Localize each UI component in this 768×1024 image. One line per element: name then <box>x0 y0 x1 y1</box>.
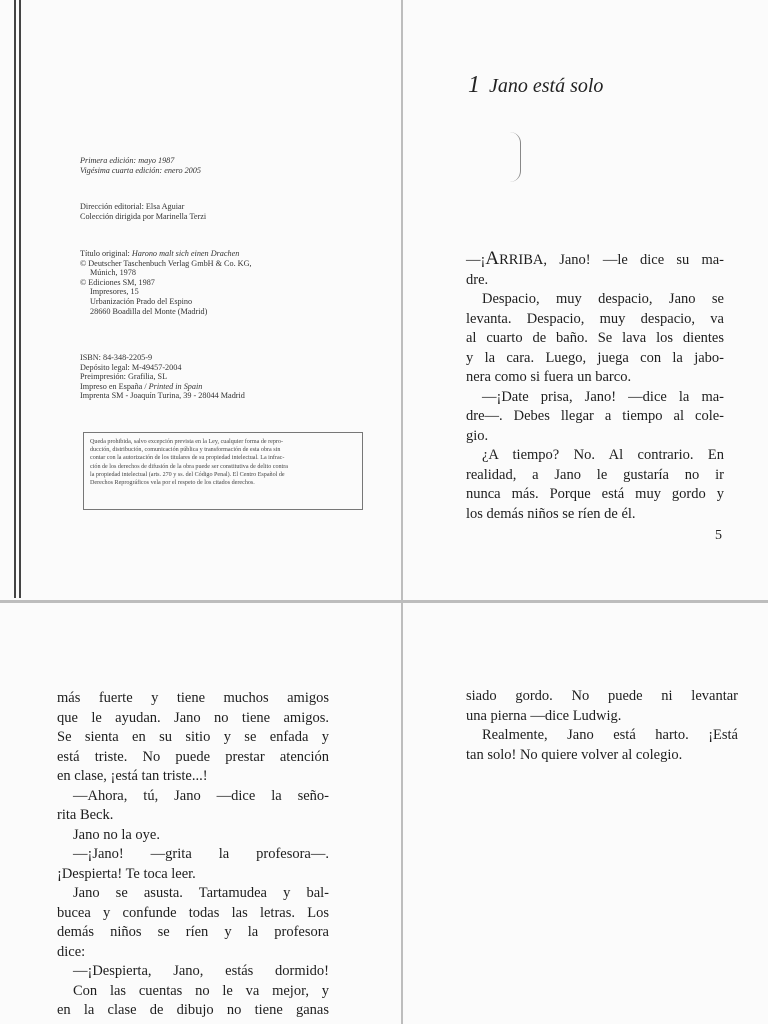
legal-notice-line: la propiedad intelectual (arts. 270 y ss. del Código Penal). El Centro Español de <box>90 471 285 478</box>
original-title-line <box>80 249 252 259</box>
text-line: demás niños se ríen y la profesora <box>57 924 329 940</box>
isbn: ISBN: 84-348-2205-9 <box>80 353 153 362</box>
text-page-right <box>403 603 768 1024</box>
chapter-heading <box>468 72 603 99</box>
pencil-mark <box>510 132 521 182</box>
opening-rest: RRIBA, Jano! —le dice su ma- <box>499 252 724 268</box>
text-line: ¡Despierta! Te toca leer. <box>57 865 196 882</box>
text-line: está triste. No puede prestar atención <box>57 748 329 765</box>
credit-line: Colección dirigida por Marinella Terzi <box>80 211 207 221</box>
text-line: en la clase de dibujo no tiene ganas <box>57 1002 329 1018</box>
book-edge-line <box>19 0 21 598</box>
text-line: —Ahora, tú, Jano —dice la seño- <box>73 787 329 804</box>
preimpresion: Preimpresión: Grafilia, SL <box>80 372 168 382</box>
text-line: dre—. Debes llegar a tiempo al cole- <box>466 408 724 424</box>
page-text <box>57 689 329 1021</box>
page-number: 5 <box>715 528 722 543</box>
vertical-fold <box>401 0 403 1024</box>
text-line: —¡Despierta, Jano, estás dormido! <box>73 963 329 979</box>
deposito-legal: Depósito legal: M-49457-2004 <box>80 362 182 372</box>
credit-line: Dirección editorial: Elsa Aguiar <box>80 202 185 211</box>
text-line: una pierna —dice Ludwig. <box>466 707 622 724</box>
rights-line: © Deutscher Taschenbuch Verlag GmbH & Co. KG, <box>80 258 252 268</box>
edition-line: Vigésima cuarta edición: enero 2005 <box>80 165 201 175</box>
text-line: bucea y confunde todas las letras. Los <box>57 904 329 921</box>
rights-line: Urbanización Prado del Espino <box>90 296 193 306</box>
text-line: dice: <box>57 943 86 960</box>
text-line: siado gordo. No puede ni levantar <box>466 688 738 704</box>
legal-notice-line: contar con la autorización de los titulares de su propiedad intelectual. La infrac- <box>90 455 285 462</box>
chapter-number: 1 <box>468 72 480 98</box>
book-edge-line <box>14 0 16 598</box>
legal-notice-box <box>83 432 363 510</box>
text-line: nunca más. Porque está muy gordo y <box>466 486 724 502</box>
publication-details <box>80 353 245 401</box>
text-page-left <box>0 603 401 1024</box>
text-line: gio. <box>466 427 489 444</box>
edition-line: Primera edición: mayo 1987 <box>80 156 175 165</box>
chapter-page <box>403 0 768 600</box>
rights-block <box>80 249 252 316</box>
text-line: —¡Jano! —grita la profesora—. <box>73 846 329 862</box>
text-line: Realmente, Jano está harto. ¡Está <box>482 727 738 743</box>
text-line: Jano no la oye. <box>73 826 160 843</box>
text-line: Jano se asusta. Tartamudea y bal- <box>73 885 329 901</box>
opening-dash: —¡ <box>466 252 486 268</box>
text-line: dre. <box>466 271 489 288</box>
imprenta: Imprenta SM - Joaquín Turina, 39 - 28044 Madrid <box>80 391 245 401</box>
page-text <box>466 687 738 765</box>
text-line: en clase, ¡está tan triste...! <box>57 768 208 784</box>
rights-line: © Ediciones SM, 1987 <box>80 277 155 287</box>
text-line: levanta. Despacio, muy despacio, va <box>466 310 724 327</box>
text-line: Se sienta en su sitio y se enfada y <box>57 729 329 745</box>
text-line: Con las cuentas no le va mejor, y <box>73 982 329 999</box>
chapter-text <box>466 249 724 524</box>
text-line: tan solo! No quiere volver al colegio. <box>466 746 683 763</box>
text-line: que le ayudan. Jano no tiene amigos. <box>57 709 329 726</box>
legal-notice-line: ción de los derechos de difusión de la obra puede ser constitutiva de delito contra <box>90 463 288 470</box>
text-line: rita Beck. <box>57 807 114 823</box>
text-line: —¡Date prisa, Jano! —dice la ma- <box>482 388 724 405</box>
original-title-label: Título original: <box>80 249 132 258</box>
copyright-page <box>0 0 401 600</box>
original-title: Harono malt sich einen Drachen <box>131 249 240 258</box>
text-line: y la cara. Luego, juega con la jabo- <box>466 349 724 366</box>
text-line: al cuarto de baño. Se lava los dientes <box>466 330 724 346</box>
text-line: Despacio, muy despacio, Jano se <box>482 291 724 307</box>
rights-line: Impresores, 15 <box>90 287 139 297</box>
rights-line: Múnich, 1978 <box>90 268 136 278</box>
chapter-title: Jano está solo <box>489 75 604 97</box>
impreso-label: Impreso en España / <box>80 381 149 391</box>
text-line: los demás niños se ríen de él. <box>466 505 636 522</box>
printed-in-spain: Printed in Spain <box>148 381 203 391</box>
edition-info <box>80 156 201 175</box>
rights-line: 28660 Boadilla del Monte (Madrid) <box>90 306 208 316</box>
legal-notice-line: Derechos Reprográficos vela por el respeto de los citados derechos. <box>90 480 255 487</box>
horizontal-fold <box>0 600 768 603</box>
credits <box>80 202 206 221</box>
impreso-line <box>80 382 245 392</box>
text-line: nera como si fuera un barco. <box>466 369 632 385</box>
text-line: más fuerte y tiene muchos amigos <box>57 690 329 706</box>
text-line <box>466 249 724 271</box>
legal-notice-line: ducción, distribución, comunicación pública y transformación de esta obra sin <box>90 447 281 454</box>
legal-notice-line: Queda prohibida, salvo excepción prevista en la Ley, cualquier forma de repro- <box>90 439 284 445</box>
text-line: ¿A tiempo? No. Al contrario. En <box>482 447 724 463</box>
opening-capital: A <box>485 248 500 269</box>
text-line: realidad, a Jano le gustaría no ir <box>466 466 724 483</box>
